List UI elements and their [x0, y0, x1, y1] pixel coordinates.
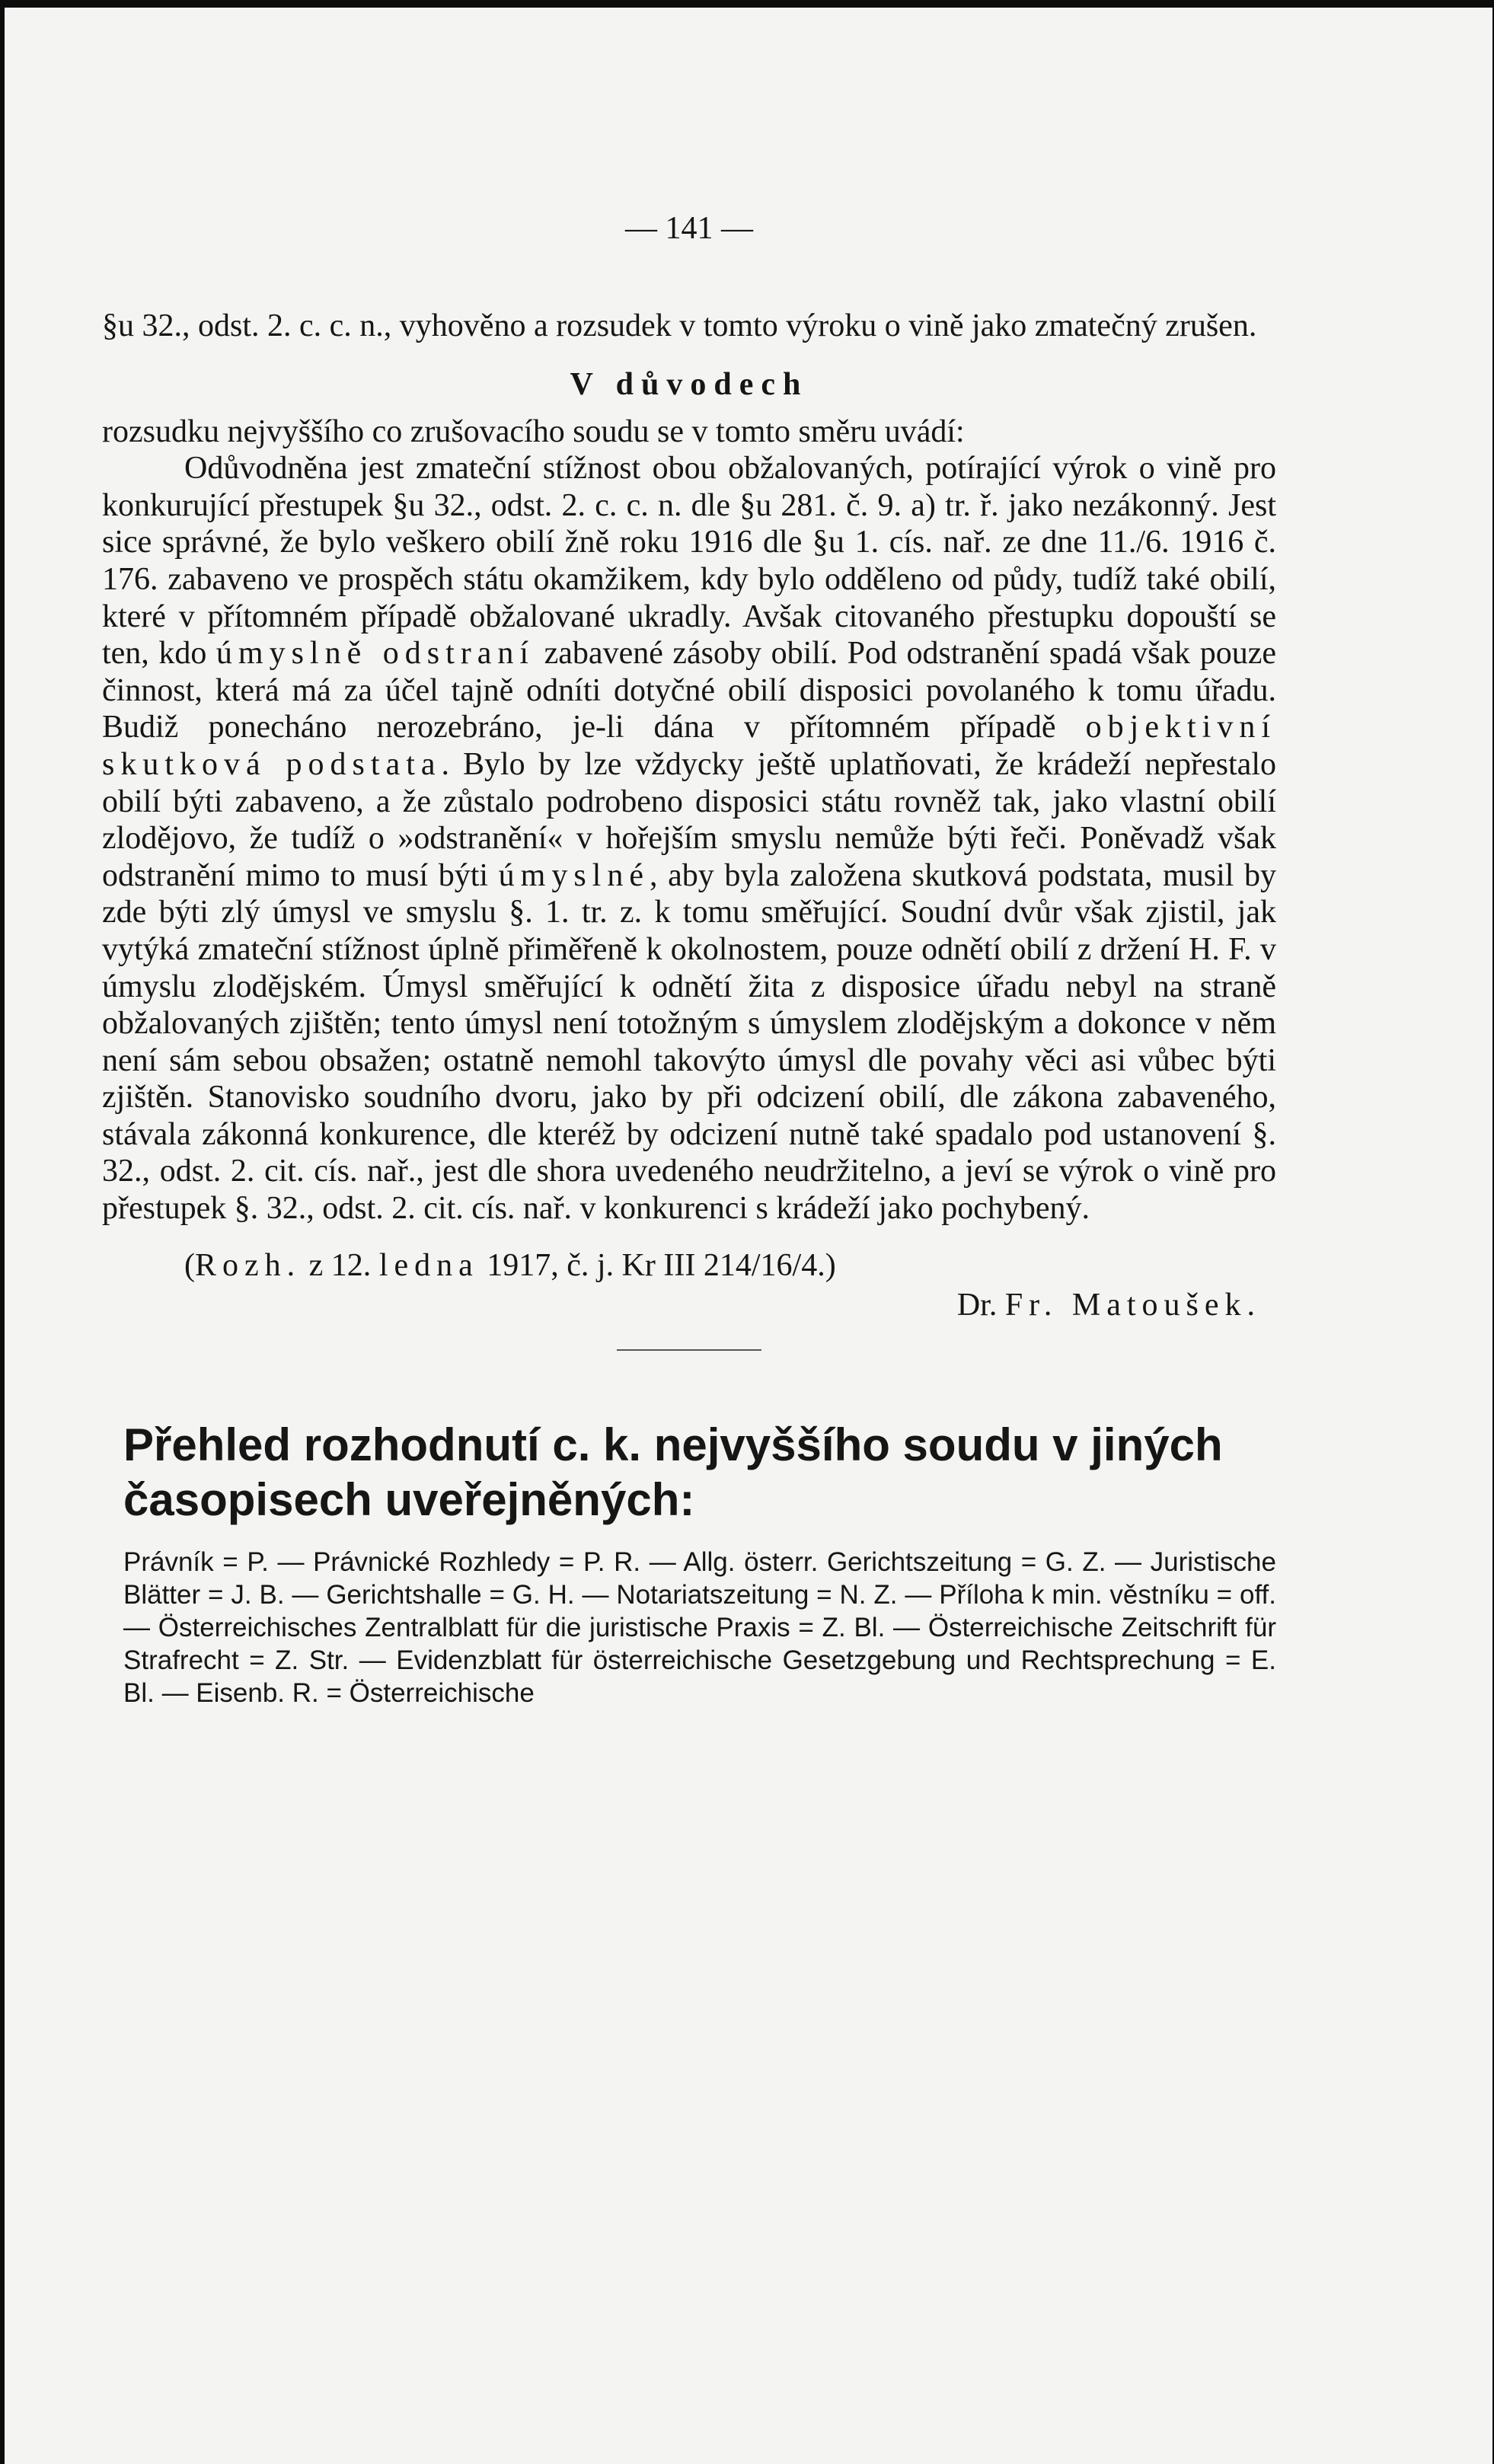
citation-spaced-2: ledna [378, 1247, 479, 1283]
body-text-4: , aby byla založena skutková podstata, musil by zde býti zlý úmysl ve smyslu §. 1. tr. z. k tomu směřující. Soudní dvůr však zjistil, jak vytýká zmateční stížnost úplně přiměřeně k okolnostem, pouze odnětí obilí z držení H. F. v úmyslu zlodějském. Úmysl směřující k odnětí žita z disposice úřadu nebyl na straně obžalovaných zjištěn; tento úmysl není totožným s úmyslem zlodějským a dokonce v něm není sám sebou obsažen; ostatně nemohl takovýto úmysl dle povahy věci asi vůbec býti zjištěn. Stanovisko soudního dvoru, jako by při odcizení obilí, dle zákona zabaveného, stávala zákonná konkurence, dle kteréž by odcizení nutně také spadalo pod ustanovení §. 32., odst. 2. cit. cís. nař., jest dle shora uvedeného neudržitelno, a jeví se výrok o vině pro přestupek §. 32., odst. 2. cit. cís. nař. v konkurenci s krádeží jako pochybený. [102, 857, 1277, 1227]
spaced-emphasis-3: úmyslné [498, 857, 650, 893]
page-content [102, 210, 1276, 1709]
intro-paragraph: §u 32., odst. 2. c. c. n., vyhověno a rozsudek v tomto výroku o vině jako zmatečný zrušen. [102, 308, 1257, 343]
body-text-3: . Bylo by lze vždycky ještě uplatňovati, že krádeží nepřestalo obilí býti zabaveno, a že zůstalo podrobeno disposici státu rovněž tak, jako vlastní obilí zlodějovo, že tudíž o »odstranění« v hořejším smyslu nemůže býti řeči. Poněvadž však odstranění mimo to musí býti [102, 746, 1276, 893]
author-name: Fr. Matoušek. [1004, 1287, 1261, 1323]
author-prefix: Dr. [956, 1287, 1005, 1323]
citation-spaced-1: Rozh. [195, 1247, 302, 1283]
author-signature [102, 1287, 1261, 1323]
body-text-1: Odůvodněna jest zmateční stížnost obou obžalovaných, potírající výrok o vině pro konkurující přestupek §u 32., odst. 2. c. c. n. dle §u 281. č. 9. a) tr. ř. jako nezákonný. Jest sice správné, že bylo veškero obilí žně roku 1916 dle §u 1. cís. nař. ze dne 11./6. 1916 č. 176. zabaveno ve prospěch státu okamžikem, kdy bylo odděleno od půdy, tudíž také obilí, které v přítomném případě obžalované ukradly. Avšak citovaného přestupku dopouští se ten, kdo [102, 451, 1276, 672]
overview-title: Přehled rozhodnutí c. k. nejvyššího soudu v jiných časopisech uveřejněných: [123, 1419, 1223, 1525]
citation-mid: z 12. [301, 1247, 379, 1283]
case-citation [184, 1247, 1276, 1284]
divider-rule [617, 1349, 761, 1351]
body-text-2: zabavené zásoby obilí. Pod odstranění spadá však pouze činnost, která má za účel tajně odníti dotyčné obilí disposici povolaného k tomu úřadu. Budiž ponecháno nerozebráno, je-li dána v přítomném případě [102, 636, 1276, 745]
spaced-emphasis-1: úmyslně odstraní [215, 636, 535, 672]
citation-rest: 1917, č. j. Kr III 214/16/4.) [478, 1247, 836, 1283]
body-lead: rozsudku nejvyššího co zrušovacího soudu se v tomto směru uvádí: [102, 413, 965, 449]
citation-open: ( [184, 1247, 195, 1283]
abbreviations-list: Právník = P. — Právnické Rozhledy = P. R. — Allg. österr. Gerichtszeitung = G. Z. — Juristische Blätter = J. B. — Gerichtshalle = G. H. — Notariatszeitung = N. Z. — Příloha k min. věstníku = off. — Österreichisches Zentralblatt für die juristische Praxis = Z. Bl. — Österreichische Zeitschrift für Strafrecht = Z. Str. — Evidenzblatt für österreichische Gesetzgebung und Rechtsprechung = E. Bl. — Eisenb. R. = Österreichische [123, 1546, 1276, 1708]
page-number: — 141 — [625, 211, 753, 246]
scanned-page [5, 8, 1492, 2464]
spaced-emphasis-2: objektivní skutková podstata [102, 710, 1276, 782]
body-paragraph [102, 450, 1276, 1227]
section-heading: V důvodech [570, 366, 809, 402]
